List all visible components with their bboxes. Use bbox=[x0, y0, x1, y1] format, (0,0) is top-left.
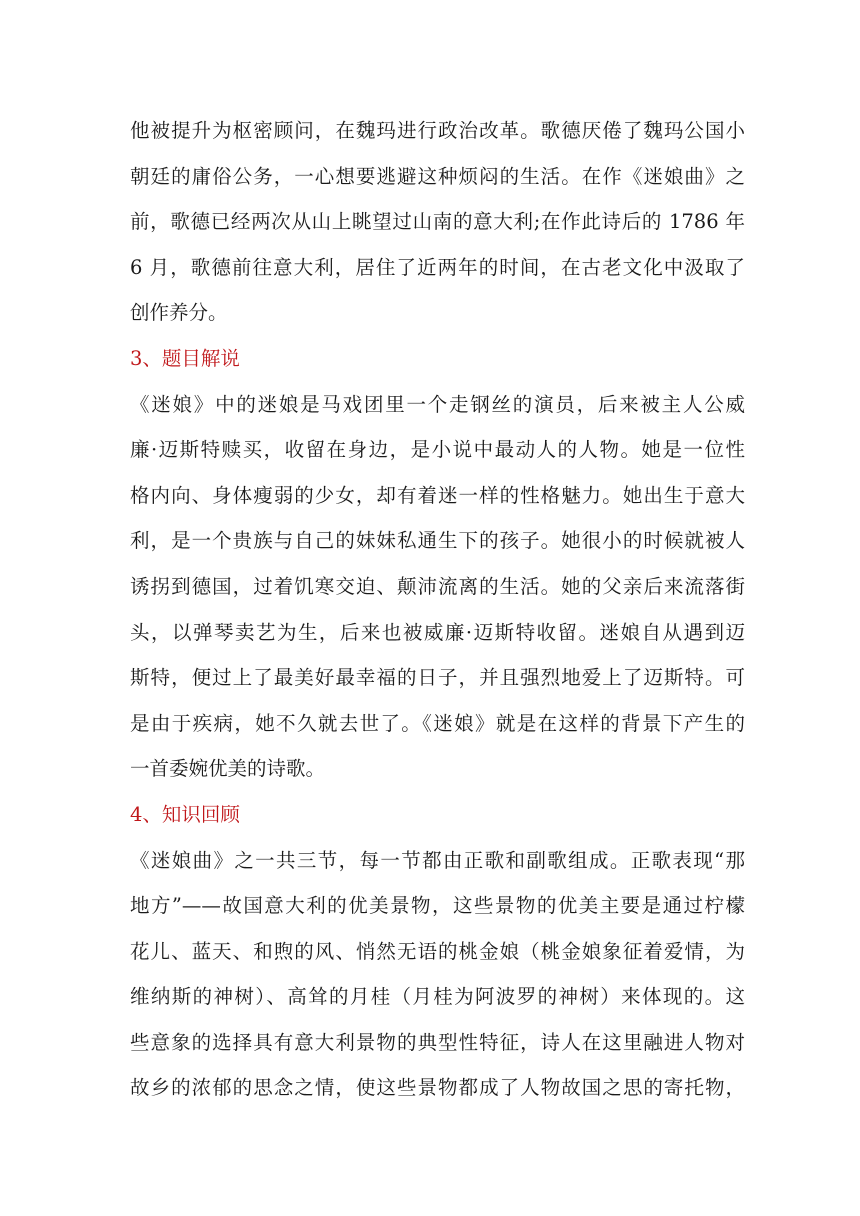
paragraph-line: 故乡的浓郁的思念之情，使这些景物都成了人物故国之思的寄托物， bbox=[130, 1076, 745, 1100]
paragraph-line: 《迷娘》中的迷娘是马戏团里一个走钢丝的演员，后来被主人公威 bbox=[130, 392, 745, 416]
section-4-paragraph bbox=[130, 838, 745, 1112]
document-page bbox=[130, 108, 745, 1111]
paragraph-line: 前，歌德已经两次从山上眺望过山南的意大利;在作此诗后的 1786 年 bbox=[130, 210, 745, 234]
paragraph-line: 头，以弹琴卖艺为生，后来也被威廉·迈斯特收留。迷娘自从遇到迈 bbox=[130, 620, 745, 644]
paragraph-line: 地方”——故国意大利的优美景物，这些景物的优美主要是通过柠檬 bbox=[130, 894, 745, 918]
section-3-paragraph bbox=[130, 382, 745, 792]
paragraph-line: 《迷娘曲》之一共三节，每一节都由正歌和副歌组成。正歌表现“那 bbox=[130, 848, 745, 872]
paragraph-line: 他被提升为枢密顾问，在魏玛进行政治改革。歌德厌倦了魏玛公国小 bbox=[130, 119, 745, 142]
paragraph-line: 廉·迈斯特赎买，收留在身边，是小说中最动人的人物。她是一位性 bbox=[130, 438, 745, 462]
paragraph-line: 些意象的选择具有意大利景物的典型性特征，诗人在这里融进人物对 bbox=[130, 1030, 745, 1054]
paragraph-line: 诱拐到德国，过着饥寒交迫、颠沛流离的生活。她的父亲后来流落街 bbox=[130, 574, 745, 598]
paragraph-line: 斯特，便过上了最美好最幸福的日子，并且强烈地爱上了迈斯特。可 bbox=[130, 666, 745, 690]
section-heading-4: 4、知识回顾 bbox=[130, 802, 240, 826]
paragraph-line: 花儿、蓝天、和煦的风、悄然无语的桃金娘（桃金娘象征着爱情，为 bbox=[130, 939, 745, 963]
paragraph-line: 利，是一个贵族与自己的妹妹私通生下的孩子。她很小的时候就被人 bbox=[130, 529, 745, 553]
paragraph-line: 创作养分。 bbox=[130, 301, 228, 325]
paragraph-line: 是由于疾病，她不久就去世了。《迷娘》就是在这样的背景下产生的 bbox=[130, 711, 745, 735]
paragraph-line: 格内向、身体瘦弱的少女，却有着迷一样的性格魅力。她出生于意大 bbox=[130, 483, 745, 507]
intro-paragraph bbox=[130, 108, 745, 336]
paragraph-line: 维纳斯的神树）、高耸的月桂（月桂为阿波罗的神树）来体现的。这 bbox=[130, 985, 745, 1009]
paragraph-line: 朝廷的庸俗公务，一心想要逃避这种烦闷的生活。在作《迷娘曲》之 bbox=[130, 164, 745, 188]
paragraph-line: 一首委婉优美的诗歌。 bbox=[130, 757, 326, 781]
section-heading-3: 3、题目解说 bbox=[130, 346, 240, 370]
paragraph-line: 6 月，歌德前往意大利，居住了近两年的时间，在古老文化中汲取了 bbox=[130, 255, 745, 279]
